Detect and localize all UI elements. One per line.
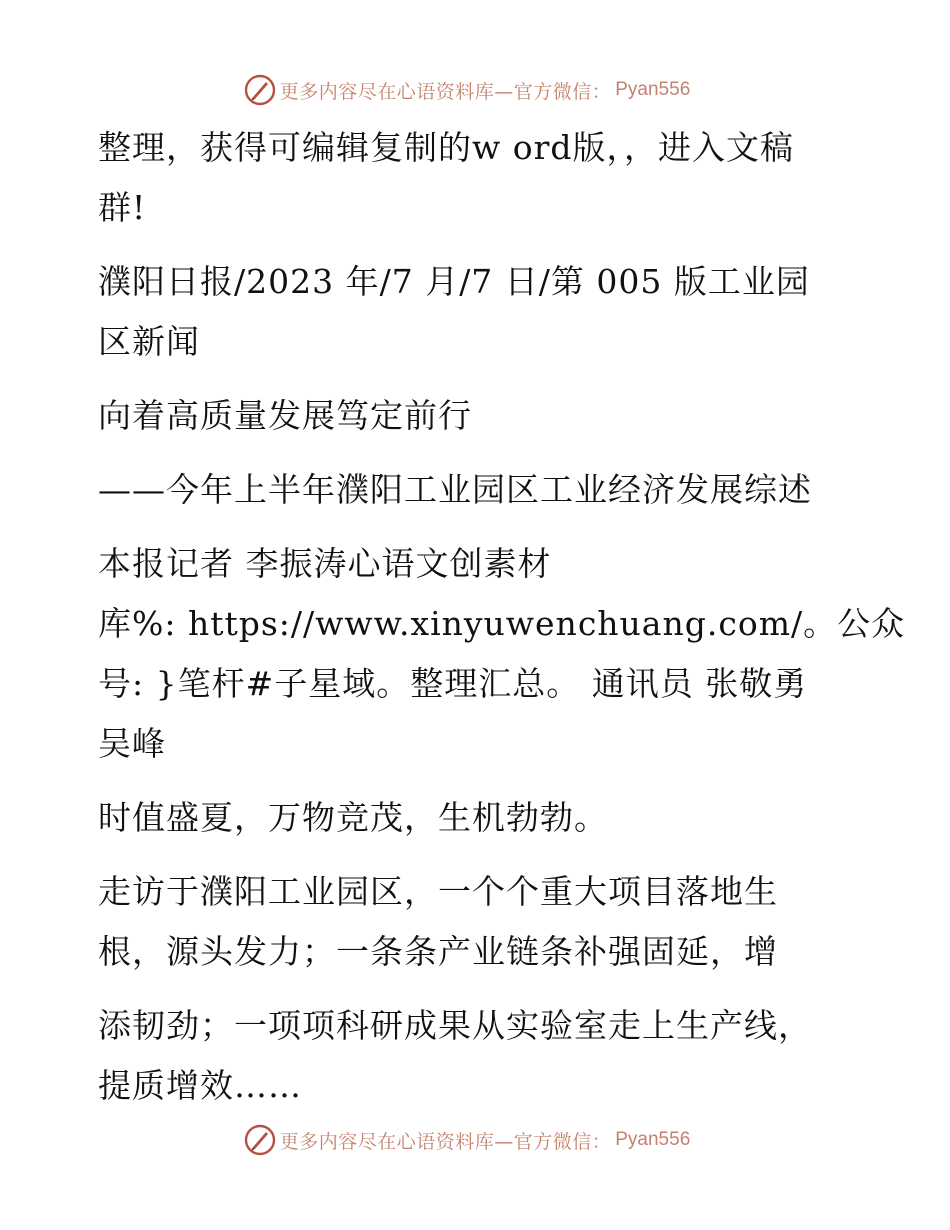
footer-banner — [0, 1120, 950, 1160]
article-title — [98, 386, 858, 446]
text-line: ——今年上半年濮阳工业园区工业经济发展综述 — [98, 470, 812, 509]
text-line: 根，源头发力；一条条产业链条补强固延，增 — [98, 932, 778, 971]
text-line: 库%: https://www.xinyuwenchuang.com/。公众 — [98, 604, 906, 643]
article-subtitle — [98, 460, 858, 520]
wechat-id: Pyan556 — [615, 79, 691, 100]
text-line: 整理，获得可编辑复制的w ord版，，进入文稿 — [98, 128, 795, 167]
paragraph — [98, 252, 858, 372]
text-line: 号: }笔杆#子星域。整理汇总。 通讯员 张敬勇 — [98, 664, 808, 703]
header-banner — [0, 70, 950, 110]
paragraph — [98, 118, 858, 238]
quill-pen-circle-icon — [244, 74, 276, 106]
byline — [98, 534, 906, 774]
text-line: 濮阳日报/2023 年/7 月/7 日/第 005 版工业园 — [98, 262, 810, 301]
text-line: 向着高质量发展笃定前行 — [98, 396, 472, 435]
text-line: 吴峰 — [98, 724, 166, 763]
text-line: 区新闻 — [98, 322, 200, 361]
paragraph — [98, 862, 858, 982]
text-line: 添韧劲；一项项科研成果从实验室走上生产线， — [98, 1006, 812, 1045]
text-line: 走访于濮阳工业园区，一个个重大项目落地生 — [98, 872, 778, 911]
paragraph — [98, 788, 858, 848]
quill-pen-circle-icon — [244, 1124, 276, 1156]
text-line: 群! — [98, 188, 147, 227]
text-line: 时值盛夏，万物竞茂，生机勃勃。 — [98, 798, 608, 837]
paragraph — [98, 996, 858, 1116]
wechat-id: Pyan556 — [615, 1129, 691, 1150]
banner-text: 更多内容尽在心语资料库—官方微信： — [279, 1130, 612, 1153]
text-line: 提质增效…… — [98, 1066, 302, 1105]
document-body — [98, 118, 906, 1116]
banner-text: 更多内容尽在心语资料库—官方微信： — [279, 80, 612, 103]
text-line: 本报记者 李振涛心语文创素材 — [98, 544, 552, 583]
